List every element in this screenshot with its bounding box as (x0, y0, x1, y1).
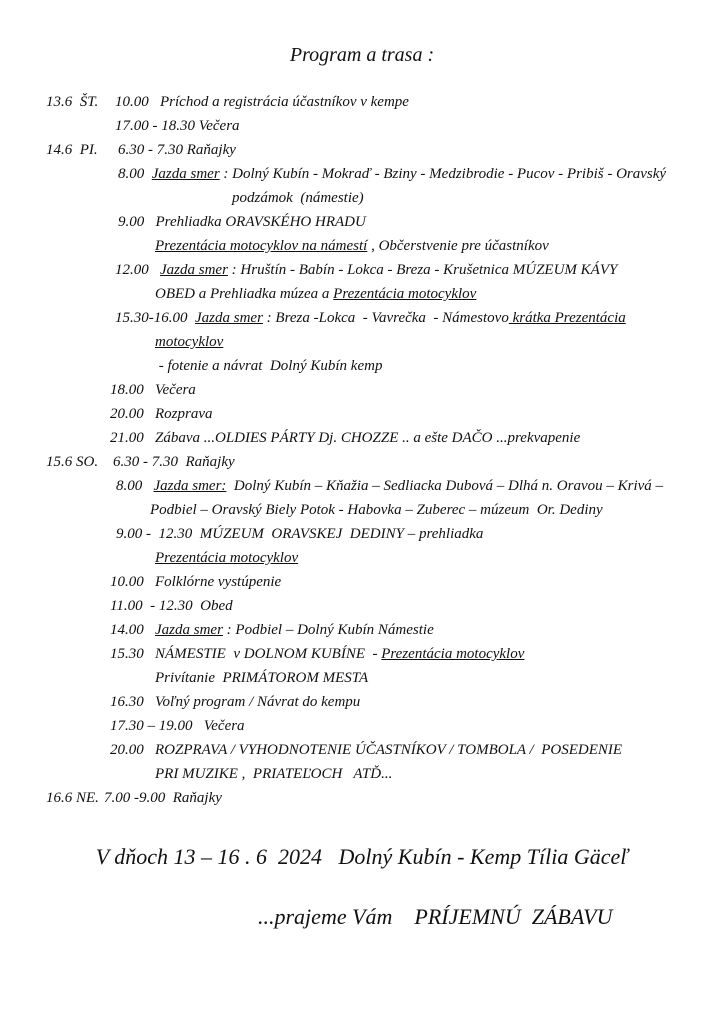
schedule-text: 8.00 (118, 166, 152, 182)
schedule-text: - fotenie a návrat Dolný Kubín kemp (155, 358, 383, 374)
schedule-line (155, 356, 382, 376)
schedule-line (110, 404, 213, 424)
schedule-line (110, 380, 196, 400)
schedule-text: 17.30 – 19.00 Večera (110, 718, 245, 734)
schedule-line (155, 332, 223, 352)
schedule-text: 10.00 Príchod a registrácia účastníkov v kempe (115, 94, 409, 110)
schedule-text: 15.30-16.00 (115, 310, 195, 326)
schedule-line (115, 116, 240, 136)
schedule-day-label: 16.6 NE. (46, 790, 99, 806)
schedule-text: 21.00 Zábava ...OLDIES PÁRTY Dj. CHOZZE .. a ešte DAČO ...prekvapenie (110, 430, 581, 446)
schedule-line (115, 308, 626, 328)
schedule-line (115, 92, 409, 112)
schedule-line (232, 188, 364, 208)
schedule-text: 17.00 - 18.30 Večera (115, 118, 240, 134)
schedule-text: 7.00 -9.00 Raňajky (104, 790, 222, 806)
schedule-text: : Hruštín - Babín - Lokca - Breza - Krušetnica MÚZEUM KÁVY (227, 262, 618, 278)
page-title: Program a trasa : (289, 44, 435, 66)
schedule-text: : Dolný Kubín - Mokraď - Bziny - Medzibrodie - Pucov - Pribiš - Oravský (219, 166, 667, 182)
underlined-text: Jazda smer (195, 310, 263, 326)
schedule-text: podzámok (námestie) (232, 190, 364, 206)
schedule-text: 20.00 ROZPRAVA / VYHODNOTENIE ÚČASTNÍKOV / TOMBOLA / POSEDENIE (110, 742, 623, 758)
schedule-text: 9.00 - 12.30 MÚZEUM ORAVSKEJ DEDINY – prehliadka (116, 526, 484, 542)
schedule-text: 11.00 - 12.30 Obed (110, 598, 233, 614)
schedule-line (110, 644, 524, 664)
schedule-text: 10.00 Folklórne vystúpenie (110, 574, 282, 590)
schedule-text: Podbiel – Oravský Biely Potok - Habovka – Zuberec – múzeum Or. Dediny (150, 502, 603, 518)
schedule-line (115, 260, 617, 280)
closing-wish: ...prajeme Vám PRÍJEMNÚ ZÁBAVU (258, 904, 613, 929)
schedule-line (110, 572, 281, 592)
schedule-text: 14.00 (110, 622, 155, 638)
schedule-line (110, 740, 622, 760)
schedule-line (104, 788, 222, 808)
schedule-line (155, 668, 368, 688)
schedule-line (110, 716, 245, 736)
schedule-line (155, 284, 476, 304)
schedule-text: Privítanie PRIMÁTOROM MESTA (155, 670, 369, 686)
schedule-text: 6.30 - 7.30 Raňajky (113, 454, 235, 470)
underlined-text: Jazda smer (155, 622, 223, 638)
underlined-text: Prezentácia motocyklov (155, 550, 299, 566)
underlined-text: krátka Prezentácia (508, 310, 626, 326)
schedule-line (118, 140, 236, 160)
underlined-text: motocyklov (155, 334, 224, 350)
schedule-day-label: 13.6 ŠT. (46, 94, 99, 110)
underlined-text: Jazda smer (160, 262, 228, 278)
schedule-text: PRI MUZIKE , PRIATEĽOCH ATĎ... (155, 766, 393, 782)
schedule-day-label: 14.6 PI. (46, 142, 98, 158)
schedule-line (118, 164, 666, 184)
underlined-text: Prezentácia motocyklov na námestí (155, 238, 368, 254)
schedule-line (110, 692, 360, 712)
schedule-line (155, 548, 298, 568)
schedule-line (110, 620, 434, 640)
schedule-text: 16.30 Voľný program / Návrat do kempu (110, 694, 361, 710)
schedule-text: 8.00 (116, 478, 154, 494)
schedule-line (110, 596, 233, 616)
schedule-text: OBED a Prehliadka múzea a (155, 286, 334, 302)
schedule-text: : Breza -Lokca - Vavrečka - Námestovo (262, 310, 509, 326)
schedule-line (116, 476, 663, 496)
schedule-text: 12.00 (115, 262, 160, 278)
schedule-line (155, 236, 549, 256)
schedule-line (155, 764, 392, 784)
schedule-line (113, 452, 235, 472)
schedule-text: 15.30 NÁMESTIE v DOLNOM KUBÍNE - (110, 646, 382, 662)
schedule-line (116, 524, 483, 544)
underlined-text: Jazda smer (151, 166, 220, 182)
schedule-day-label: 15.6 SO. (46, 454, 99, 470)
schedule-text: 9.00 Prehliadka ORAVSKÉHO HRADU (118, 214, 366, 230)
schedule-text: 6.30 - 7.30 Raňajky (118, 142, 236, 158)
schedule-line (110, 428, 580, 448)
schedule-line (118, 212, 366, 232)
schedule-text: 20.00 Rozprava (110, 406, 213, 422)
schedule-text: : Podbiel – Dolný Kubín Námestie (222, 622, 434, 638)
event-dates-location: V dňoch 13 – 16 . 6 2024 Dolný Kubín - Kemp Tília Gäceľ (95, 844, 629, 869)
underlined-text: Jazda smer: (153, 478, 227, 494)
schedule-text: Dolný Kubín – Kňažia – Sedliacka Dubová – Dlhá n. Oravou – Krivá – (226, 478, 664, 494)
schedule-text: 18.00 Večera (110, 382, 196, 398)
underlined-text: Prezentácia motocyklov (333, 286, 477, 302)
underlined-text: Prezentácia motocyklov (381, 646, 525, 662)
schedule-text: , Občerstvenie pre účastníkov (367, 238, 549, 254)
schedule-line (150, 500, 603, 520)
